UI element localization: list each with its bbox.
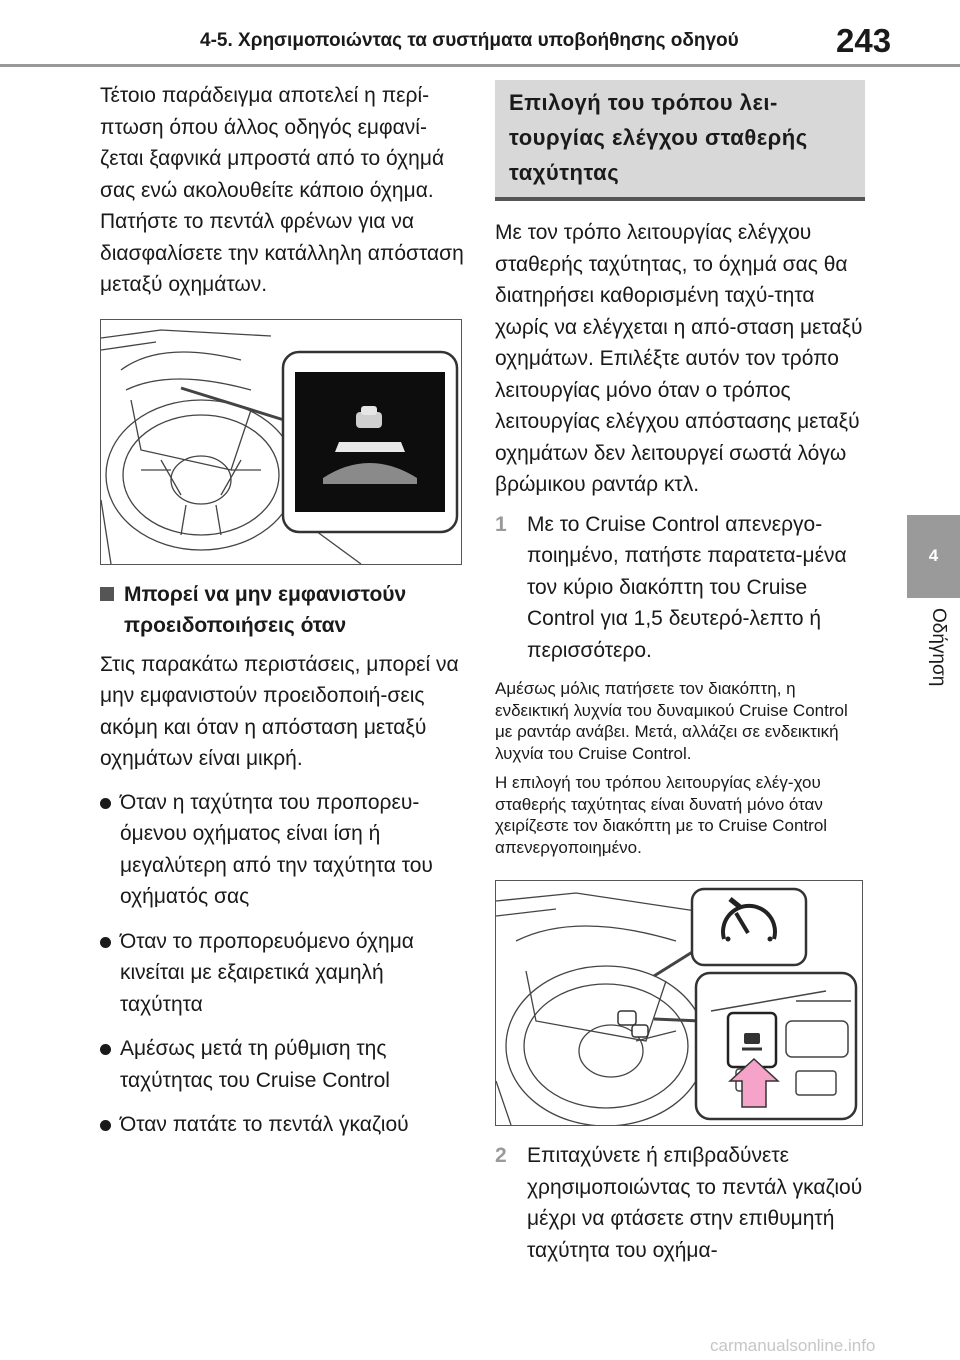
site-watermark: carmanualsonline.info bbox=[710, 1336, 876, 1355]
chapter-label: Οδήγηση bbox=[928, 608, 949, 687]
bullet-icon bbox=[100, 1044, 111, 1055]
running-header: 4-5. Χρησιμοποιώντας τα συστήματα υποβοήθησης οδηγού bbox=[200, 30, 739, 51]
list-item: Όταν πατάτε το πεντάλ γκαζιού bbox=[100, 1109, 465, 1141]
chapter-tab bbox=[907, 515, 960, 598]
step-1: 1 Με το Cruise Control απενεργο-ποιημένο, πατήστε παρατετα-μένα τον κύριο διακόπτη του Cruise Control για 1,5 δευτερό-λεπτο ή περισσότερο. bbox=[495, 509, 865, 667]
cruise-switch-illustration bbox=[495, 880, 863, 1126]
square-bullet-icon bbox=[100, 587, 114, 601]
bullet-icon bbox=[100, 798, 111, 809]
bullet-icon bbox=[100, 1120, 111, 1131]
subheading-paragraph: Στις παρακάτω περιστάσεις, μπορεί να μην εμφανιστούν προειδοποιή-σεις ακόμη και όταν η απόσταση μεταξύ οχημάτων είναι μικρή. bbox=[100, 652, 459, 770]
step-number: 1 bbox=[495, 512, 507, 536]
list-item: Αμέσως μετά τη ρύθμιση της ταχύτητας του Cruise Control bbox=[100, 1033, 465, 1096]
distance-bar-icon bbox=[335, 442, 405, 452]
left-column bbox=[100, 80, 465, 1154]
section-heading: Επιλογή του τρόπου λει-τουργίας ελέγχου σταθερής ταχύτητας bbox=[495, 80, 865, 201]
page-number: 243 bbox=[836, 22, 892, 59]
right-column bbox=[495, 80, 865, 1266]
step-2: 2 Επιταχύνετε ή επιβραδύνετε χρησιμοποιώντας το πεντάλ γκαζιού μέχρι να φτάσετε στην επιθυμητή ταχύτητα του οχήμα- bbox=[495, 1140, 865, 1266]
step-number: 2 bbox=[495, 1144, 507, 1167]
list-item: Όταν το προπορευόμενο όχημα κινείται με εξαιρετικά χαμηλή ταχύτητα bbox=[100, 926, 465, 1021]
section-intro: Με τον τρόπο λειτουργίας ελέγχου σταθερής ταχύτητας, το όχημά σας θα διατηρήσει καθορισμένη ταχύ-τητα χωρίς να ελέγχεται η από-σταση μεταξύ οχημάτων. Επιλέξτε αυτόν τον τρόπο λειτουργίας μόνο όταν ο τρόπος λειτουργίας ελέγχου απόστασης μεταξύ οχημάτων δεν λειτουργεί σωστά λόγω βρώμικου ραντάρ κτλ. bbox=[495, 221, 863, 496]
warning-subheading: Μπορεί να μην εμφανιστούν προειδοποιήσεις όταν bbox=[100, 579, 465, 641]
distance-warning-illustration bbox=[100, 319, 462, 565]
header-divider bbox=[0, 64, 960, 67]
bullet-icon bbox=[100, 937, 111, 948]
conditions-list bbox=[100, 787, 465, 1141]
intro-paragraph: Τέτοιο παράδειγμα αποτελεί η περί-πτωση όπου άλλος οδηγός εμφανί-ζεται ξαφνικά μπροστά από το όχημά σας ενώ ακολουθείτε κάποιο όχημα. Πατήστε το πεντάλ φρένων για να διασφαλίσετε την κατάλληλη απόσταση μεταξύ οχημάτων. bbox=[100, 84, 464, 296]
speedometer-callout bbox=[692, 889, 806, 965]
steering-switch-drawing bbox=[496, 881, 862, 1125]
chapter-number: 4 bbox=[928, 546, 939, 565]
steering-wheel-display-drawing bbox=[101, 320, 461, 564]
note-paragraph: Η επιλογή του τρόπου λειτουργίας ελέγ-χου σταθερής ταχύτητας είναι δυνατή μόνο όταν χειρίζεστε τον διακόπτη με το Cruise Control απενεργοποιημένο. bbox=[495, 773, 828, 857]
list-item: Όταν η ταχύτητα του προπορευ-όμενου οχήματος είναι ίση ή μεγαλύτερη από την ταχύτητα του οχήματός σας bbox=[100, 787, 465, 913]
note-paragraph: Αμέσως μόλις πατήσετε τον διακόπτη, η ενδεικτική λυχνία του δυναμικού Cruise Control με ραντάρ ανάβει. Μετά, αλλάζει σε ενδεικτική λυχνία του Cruise Control. bbox=[495, 679, 848, 763]
